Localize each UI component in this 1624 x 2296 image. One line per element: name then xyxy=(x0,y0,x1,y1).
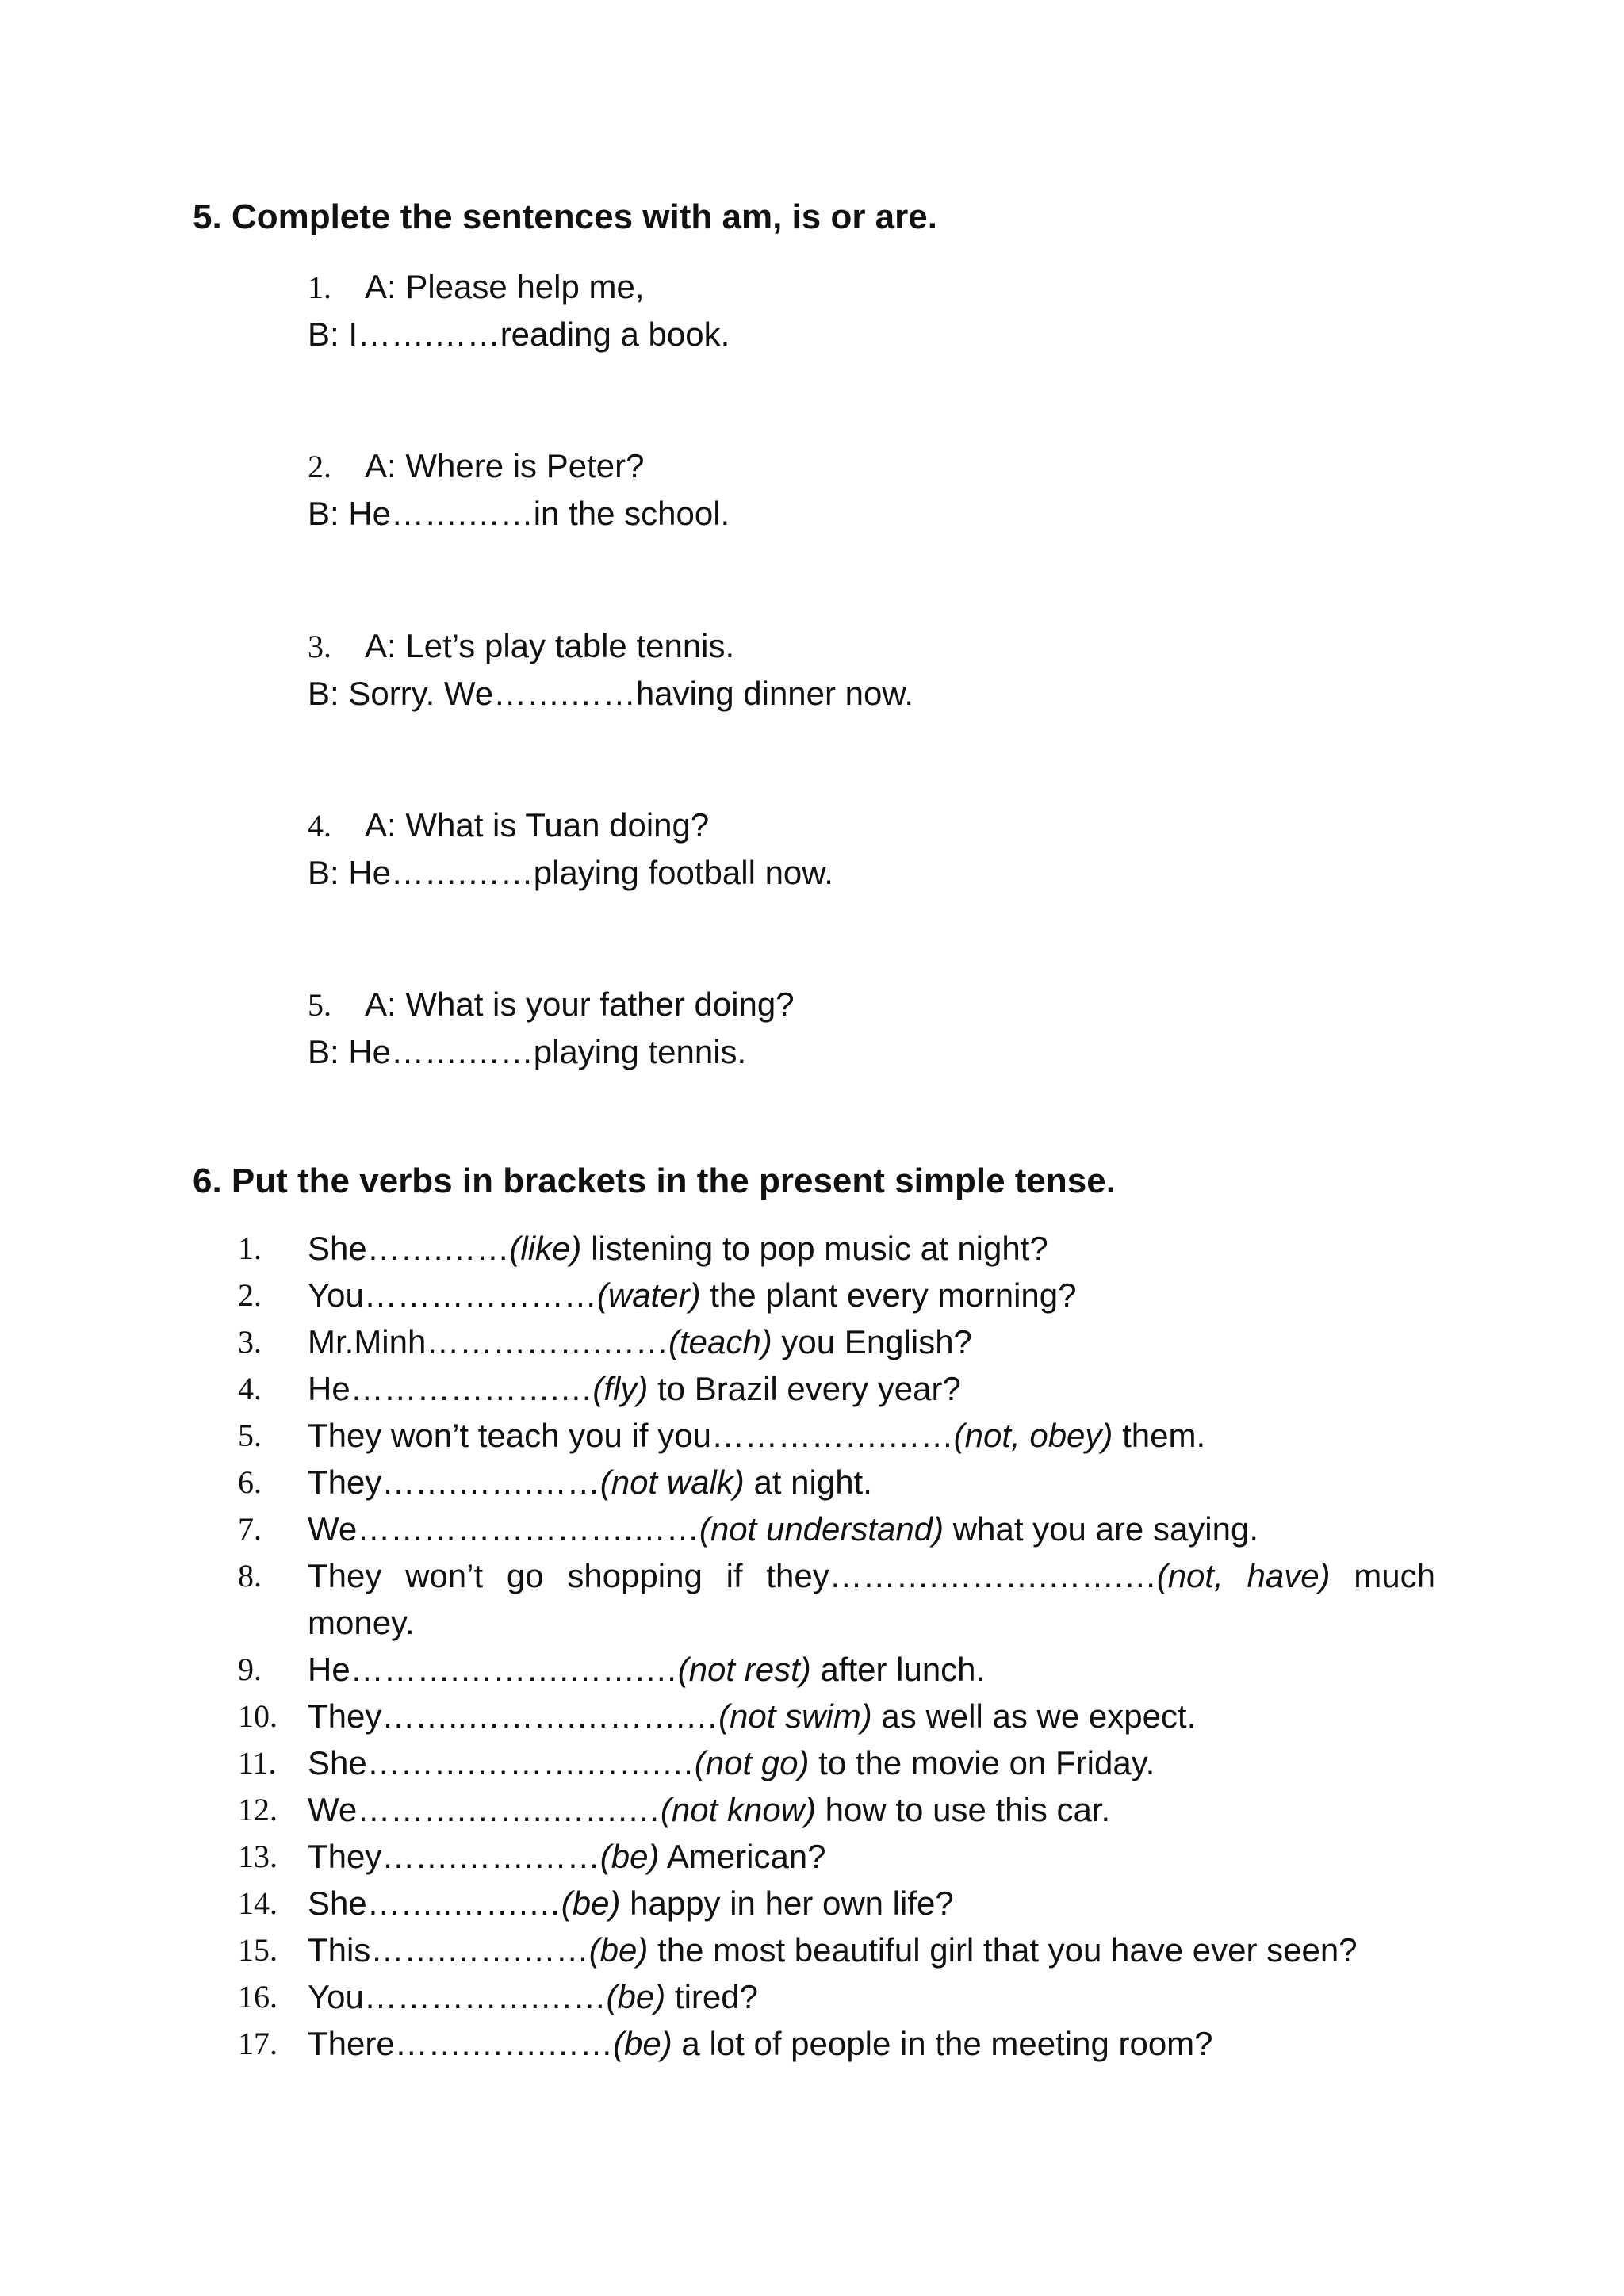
exercise-item xyxy=(238,1365,1435,1412)
sentence-start: We……….……..…….… xyxy=(308,1791,661,1828)
exercise-item xyxy=(238,1552,1435,1646)
dialogue-line-b: B: He…….……playing tennis. xyxy=(308,1033,747,1070)
verb-hint: (teach) xyxy=(668,1323,772,1360)
dialogue-line-a: A: Where is Peter? xyxy=(365,447,645,484)
item-number: 2. xyxy=(238,1277,262,1313)
sentence-start: They…….…….…… xyxy=(308,1464,600,1501)
sentence-end: much money. xyxy=(308,1557,1435,1641)
sentence-start: There…….…….…… xyxy=(308,2025,614,2062)
verb-hint: (not go) xyxy=(694,1744,810,1781)
item-number: 6. xyxy=(238,1464,262,1500)
exercise-item xyxy=(238,1412,1435,1459)
item-number: 13. xyxy=(238,1839,278,1874)
sentence-end: as well as we expect. xyxy=(871,1697,1197,1735)
exercise-item xyxy=(238,1225,1435,1272)
dialogue-item xyxy=(308,802,833,896)
dialogue-line-a: A: What is your father doing? xyxy=(365,985,795,1023)
dialogue-item xyxy=(308,981,795,1075)
exercise-item xyxy=(238,1693,1435,1739)
exercise-item xyxy=(238,1786,1435,1833)
dialogue-line-b: B: He…….……playing football now. xyxy=(308,854,833,891)
sentence-end: tired? xyxy=(665,1978,758,2015)
verb-hint: (not walk) xyxy=(599,1464,745,1501)
verb-hint: (not swim) xyxy=(718,1697,872,1735)
verb-hint: (be) xyxy=(599,1838,660,1875)
sentence-end: to Brazil every year? xyxy=(648,1370,961,1407)
dialogue-line-b: B: He…….……in the school. xyxy=(308,495,730,532)
item-number: 17. xyxy=(238,2026,278,2061)
exercise-item xyxy=(238,1318,1435,1365)
sentence-start: We…………………….…… xyxy=(308,1510,699,1548)
item-number: 4. xyxy=(238,1371,262,1406)
item-number: 3. xyxy=(238,1324,262,1360)
verb-hint: (not, obey) xyxy=(953,1417,1113,1454)
item-number: 8. xyxy=(238,1558,262,1594)
sentence-start: You…………….…… xyxy=(308,1978,607,2015)
sentence-start: They…….…….…… xyxy=(308,1838,600,1875)
verb-hint: (be) xyxy=(561,1885,621,1922)
verb-hint: (water) xyxy=(596,1276,701,1314)
sentence-end: the plant every morning? xyxy=(700,1276,1077,1314)
sentence-end: how to use this car. xyxy=(816,1791,1111,1828)
item-number: 10. xyxy=(238,1698,278,1734)
sentence-end: what you are saying. xyxy=(944,1510,1259,1548)
verb-hint: (not rest) xyxy=(677,1651,811,1688)
dialogue-line-b: B: Sorry. We…….……having dinner now. xyxy=(308,675,914,712)
item-number: 2. xyxy=(308,449,331,484)
verb-hint: (not understand) xyxy=(699,1510,944,1548)
sentence-start: This…….…….…… xyxy=(308,1931,589,1969)
verb-hint: (be) xyxy=(588,1931,649,1969)
verb-hint: (be) xyxy=(613,2025,672,2062)
sentence-end: happy in her own life? xyxy=(620,1885,954,1922)
sentence-end: a lot of people in the meeting room? xyxy=(672,2025,1213,2062)
exercise-item xyxy=(238,1927,1435,1973)
item-number: 4. xyxy=(308,808,331,844)
sentence-end: them. xyxy=(1113,1417,1206,1454)
sentence-end: listening to pop music at night? xyxy=(581,1230,1048,1267)
item-number: 15. xyxy=(238,1932,278,1968)
sentence-start: She…….…… xyxy=(308,1230,510,1267)
item-number: 1. xyxy=(308,270,331,305)
exercise-list xyxy=(238,1225,1435,2067)
sentence-start: She……….……….…….… xyxy=(308,1744,695,1781)
exercise-item xyxy=(238,1833,1435,1880)
item-number: 14. xyxy=(238,1885,278,1921)
dialogue-line-b: B: I…….……reading a book. xyxy=(308,316,730,353)
item-number: 3. xyxy=(308,629,331,664)
dialogue-line-a: A: Please help me, xyxy=(365,268,645,305)
sentence-end: at night. xyxy=(744,1464,872,1501)
sentence-end: the most beautiful girl that you have ever seen? xyxy=(648,1931,1358,1969)
sentence-start: You………………… xyxy=(308,1276,597,1314)
dialogue-item xyxy=(308,263,730,358)
sentence-start: She……..…….… xyxy=(308,1885,561,1922)
item-number: 16. xyxy=(238,1979,278,2015)
exercise-item xyxy=(238,2020,1435,2067)
dialogue-line-a: A: Let’s play table tennis. xyxy=(365,627,735,664)
sentence-start: They……..……….……….… xyxy=(308,1697,719,1735)
dialogue-line-a: A: What is Tuan doing? xyxy=(365,806,710,844)
dialogue-item xyxy=(308,622,914,717)
item-number: 5. xyxy=(238,1418,262,1453)
dialogue-item xyxy=(308,442,730,537)
sentence-end: to the movie on Friday. xyxy=(809,1744,1155,1781)
verb-hint: (fly) xyxy=(592,1370,649,1407)
exercise-item xyxy=(238,1646,1435,1693)
section-6-heading: 6. Put the verbs in brackets in the present simple tense. xyxy=(193,1161,1116,1200)
sentence-start: They won’t teach you if you…………….…… xyxy=(308,1417,954,1454)
sentence-end: after lunch. xyxy=(810,1651,986,1688)
exercise-item xyxy=(238,1506,1435,1552)
item-number: 1. xyxy=(238,1230,262,1266)
exercise-item xyxy=(238,1739,1435,1786)
verb-hint: (like) xyxy=(509,1230,582,1267)
sentence-end: American? xyxy=(659,1838,826,1875)
verb-hint: (not know) xyxy=(660,1791,816,1828)
item-number: 5. xyxy=(308,987,331,1023)
exercise-item xyxy=(238,1459,1435,1506)
exercise-item xyxy=(238,1973,1435,2020)
exercise-item xyxy=(238,1272,1435,1318)
verb-hint: (not, have) xyxy=(1156,1557,1331,1594)
sentence-end: you English? xyxy=(772,1323,972,1360)
verb-hint: (be) xyxy=(606,1978,666,2015)
sentence-start: Mr.Minh…………….…… xyxy=(308,1323,669,1360)
item-number: 7. xyxy=(238,1511,262,1547)
sentence-start: He……….……….…….… xyxy=(308,1651,678,1688)
section-5-heading: 5. Complete the sentences with am, is or are. xyxy=(193,197,937,236)
sentence-start: He……………….… xyxy=(308,1370,593,1407)
item-number: 9. xyxy=(238,1651,262,1687)
item-number: 12. xyxy=(238,1792,278,1827)
sentence-start: They won’t go shopping if they……….……….…….… xyxy=(308,1557,1157,1594)
item-number: 11. xyxy=(238,1745,277,1781)
exercise-item xyxy=(238,1880,1435,1927)
